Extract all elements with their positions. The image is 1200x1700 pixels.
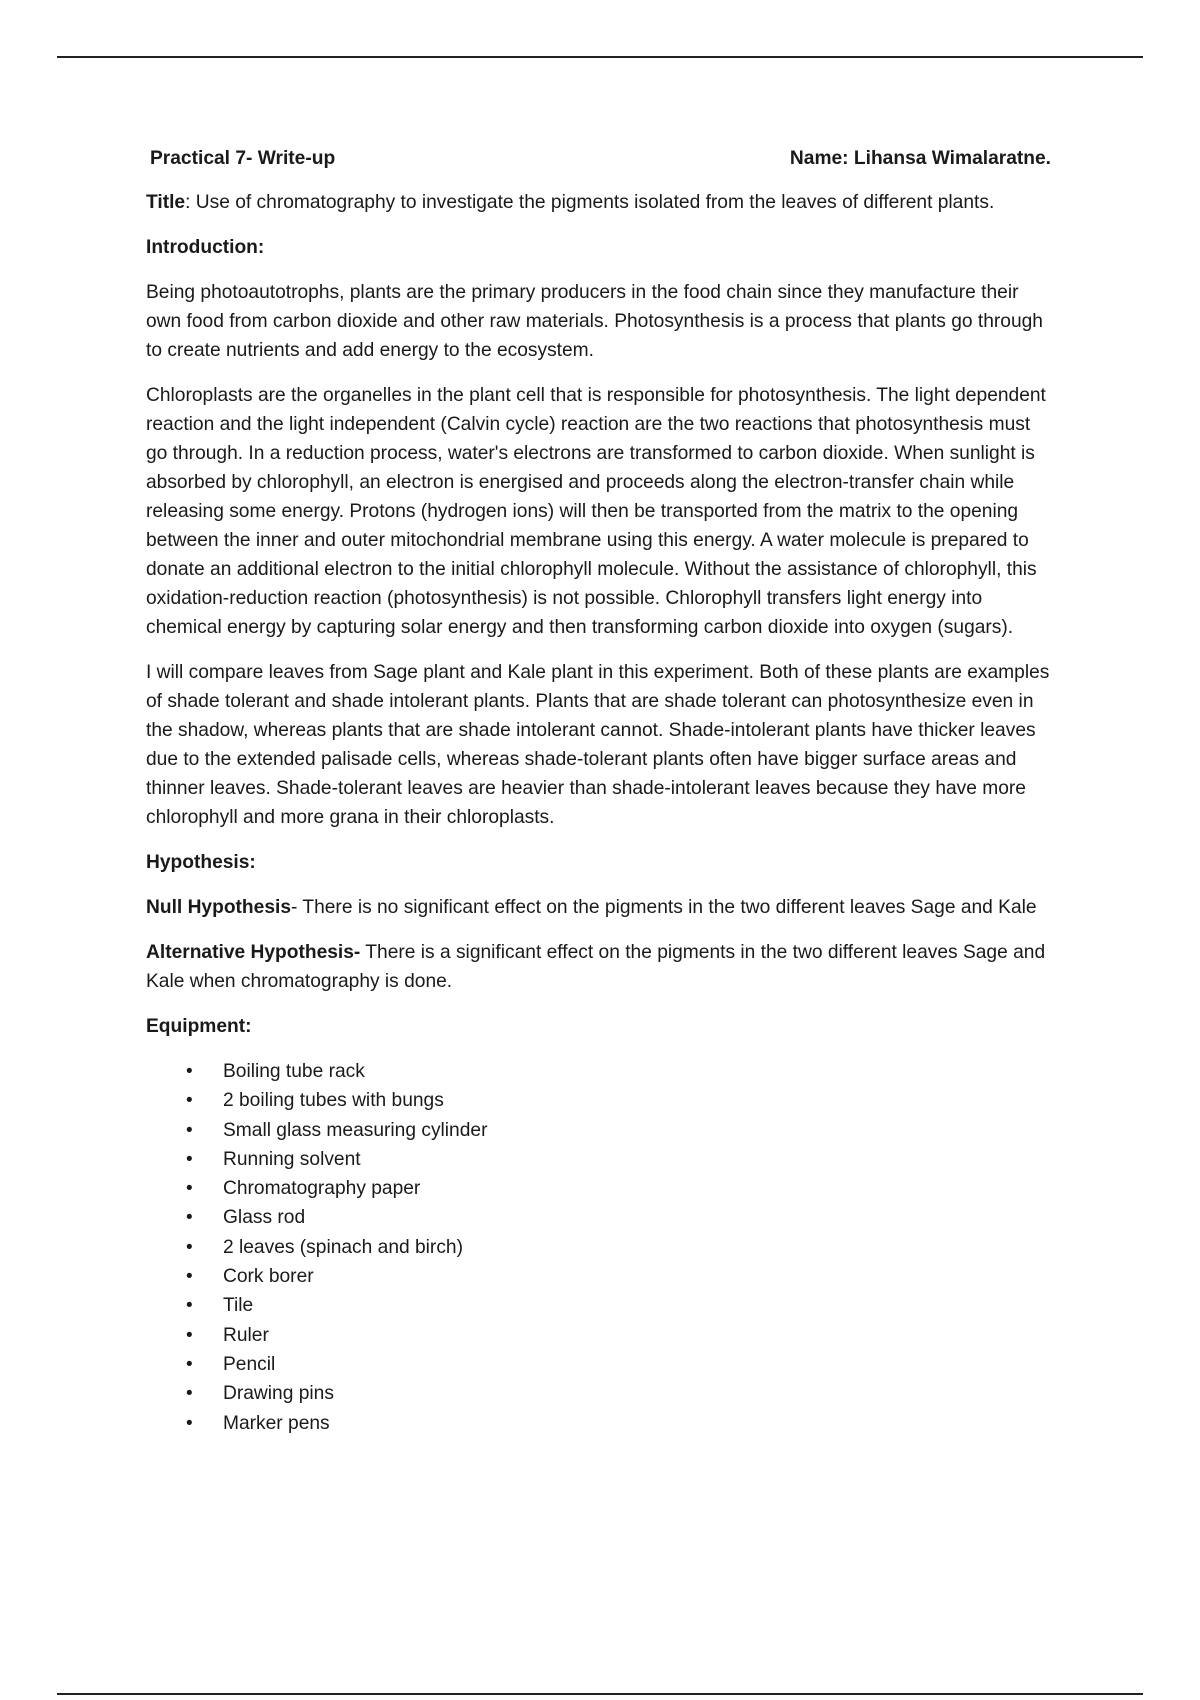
list-item: • Glass rod [186,1203,1051,1232]
list-item: • Cork borer [186,1262,1051,1291]
title-text: : Use of chromatography to investigate the pigments isolated from the leaves of different plants. [185,192,995,213]
list-item: • Drawing pins [186,1379,1051,1408]
page-top-rule [57,56,1143,58]
intro-paragraph-3: I will compare leaves from Sage plant and Kale plant in this experiment. Both of these plants are examples of shade tolerant and shade intolerant plants. Plants that are shade tolerant can photosynthesize even in the shadow, whereas plants that are shade intolerant cannot. Shade-intolerant plants have thicker leaves due to the extended palisade cells, whereas shade-tolerant plants often have bigger surface areas and thinner leaves. Shade-tolerant leaves are heavier than shade-intolerant leaves because they have more chlorophyll and more grana in their chloroplasts. [146,662,1050,828]
list-item: • Small glass measuring cylinder [186,1116,1051,1145]
list-item: • 2 boiling tubes with bungs [186,1086,1051,1115]
null-hypothesis [146,893,1051,922]
list-item: • Running solvent [186,1145,1051,1174]
list-item: • Tile [186,1291,1051,1320]
alternative-hypothesis-label: Alternative Hypothesis- [146,942,361,963]
student-name: Name: Lihansa Wimalaratne. [789,148,1051,169]
document-page [146,144,1051,1438]
hypothesis-heading: Hypothesis: [146,852,256,873]
document-header [150,144,1051,173]
list-item: • Marker pens [186,1409,1051,1438]
introduction-heading: Introduction: [146,237,265,258]
list-item: • Pencil [186,1350,1051,1379]
null-hypothesis-text: - There is no significant effect on the pigments in the two different leaves Sage and Kale [291,897,1037,918]
title-label: Title [146,192,186,213]
practical-title: Practical 7- Write-up [150,148,336,169]
list-item: • 2 leaves (spinach and birch) [186,1233,1051,1262]
title-paragraph [146,188,1051,217]
equipment-list [146,1057,1051,1438]
list-item: • Ruler [186,1321,1051,1350]
equipment-heading: Equipment: [146,1016,252,1037]
list-item: • Chromatography paper [186,1174,1051,1203]
null-hypothesis-label: Null Hypothesis [146,897,291,918]
list-item: • Boiling tube rack [186,1057,1051,1086]
page-bottom-rule [57,1693,1143,1695]
alternative-hypothesis [146,938,1051,996]
alternative-hypothesis-text: There is a significant effect on the pigments in the two different leaves Sage and Kale when chromatography is done. [146,942,1046,992]
intro-paragraph-1: Being photoautotrophs, plants are the primary producers in the food chain since they manufacture their own food from carbon dioxide and other raw materials. Photosynthesis is a process that plants go through to create nutrients and add energy to the ecosystem. [146,282,1043,361]
intro-paragraph-2: Chloroplasts are the organelles in the plant cell that is responsible for photosynthesis. The light dependent reaction and the light independent (Calvin cycle) reaction are the two reactions that photosynthesis must go through. In a reduction process, water's electrons are transformed to carbon dioxide. When sunlight is absorbed by chlorophyll, an electron is energised and proceeds along the electron-transfer chain while releasing some energy. Protons (hydrogen ions) will then be transported from the matrix to the opening between the inner and outer mitochondrial membrane using this energy. A water molecule is prepared to donate an additional electron to the initial chlorophyll molecule. Without the assistance of chlorophyll, this oxidation-reduction reaction (photosynthesis) is not possible. Chlorophyll transfers light energy into chemical energy by capturing solar energy and then transforming carbon dioxide into oxygen (sugars). [146,385,1046,638]
